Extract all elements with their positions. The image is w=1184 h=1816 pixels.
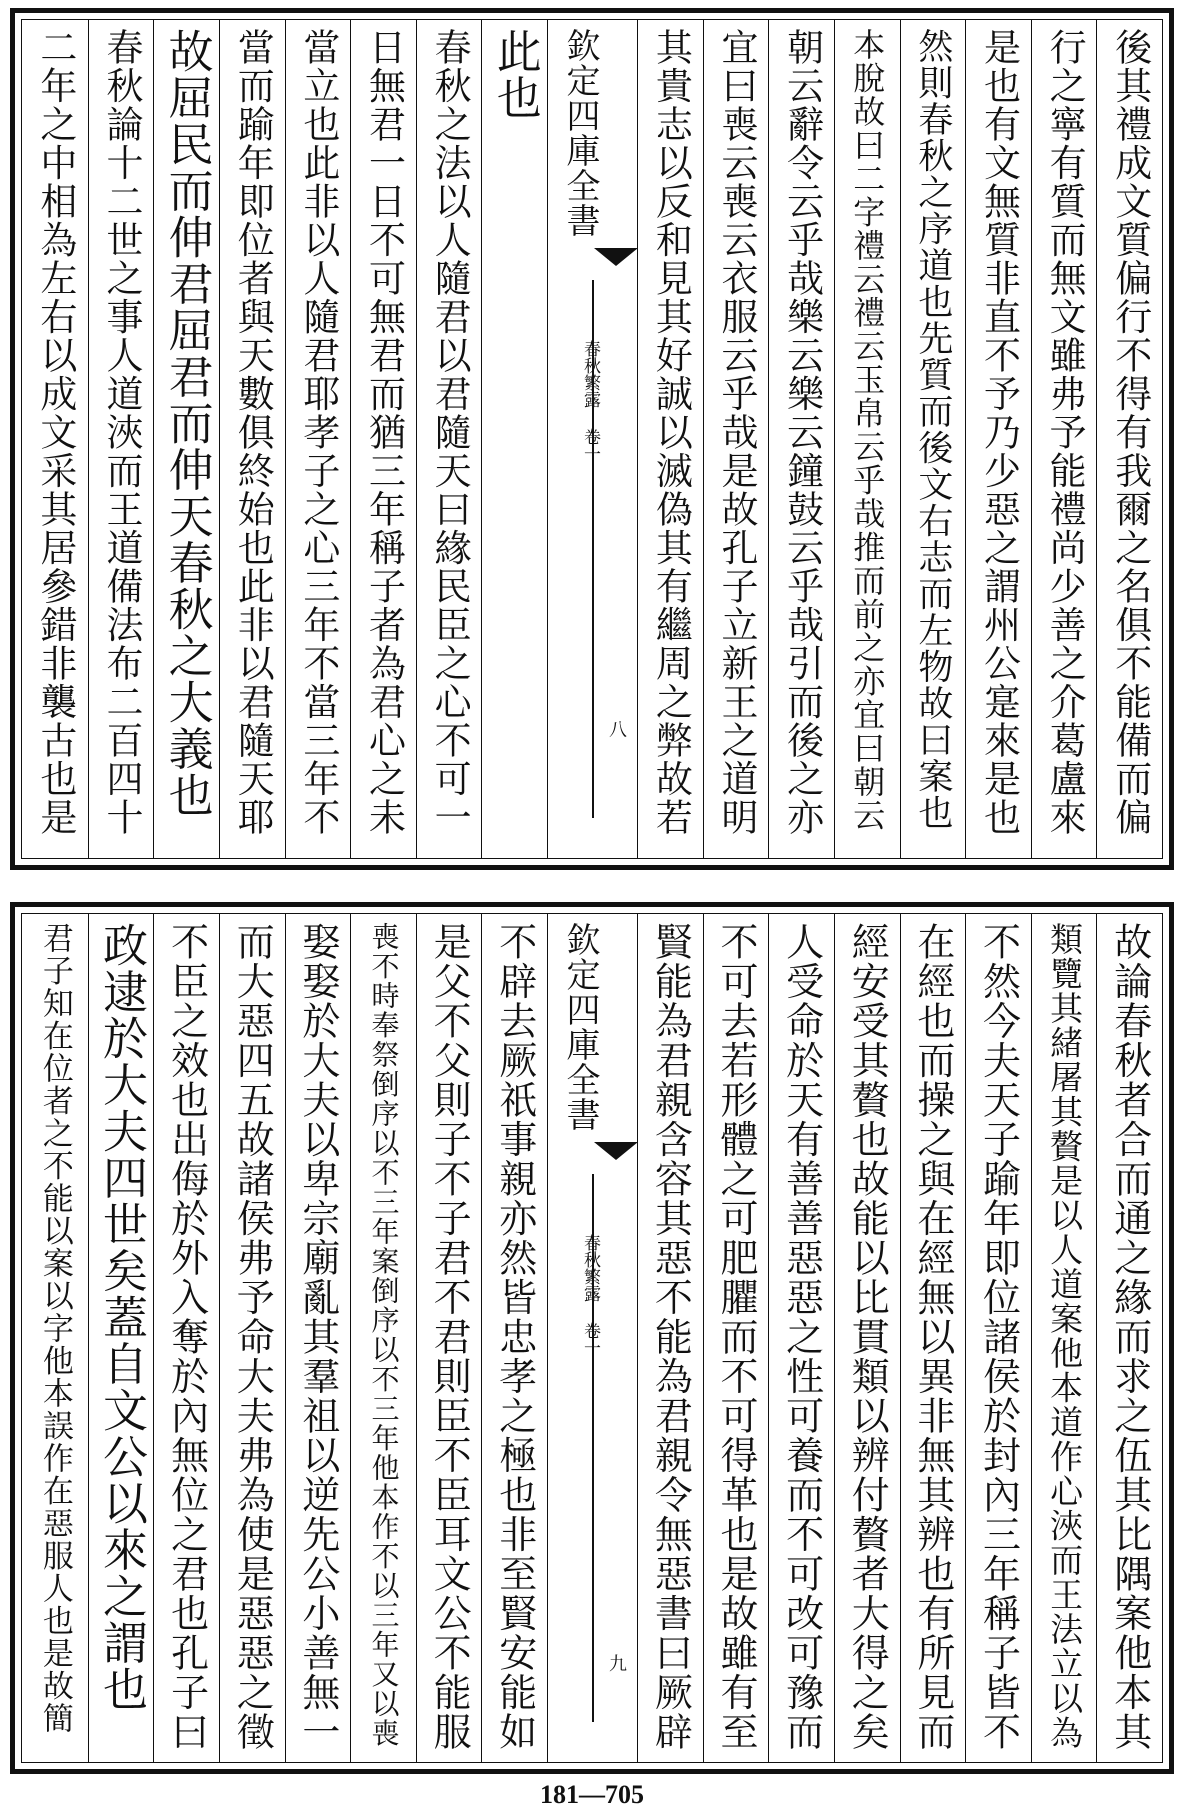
text-column: 本脫故曰二字禮云禮云玉帛云乎哉推而前之亦宜曰朝云: [834, 20, 900, 858]
fishtail-mark: [594, 248, 637, 266]
text-column: 不可去若形體之可肥臞而不可得革也是故雖有至: [703, 914, 769, 1762]
text-column: 春秋論十二世之事人道浹而王道備法布二百四十: [88, 20, 154, 858]
text-column: 當立也此非以人隨君耶孝子之心三年不當三年不: [285, 20, 351, 858]
text-column: 喪不時奉祭倒序以不三年案倒序以不三年他本作不以三年又以喪: [350, 914, 416, 1762]
page-label: 181—705: [540, 1780, 644, 1809]
bottom-page-frame: [21, 913, 1163, 1763]
banxin-title: 欽定四庫全書: [560, 28, 601, 238]
banxin-page-number: 八: [606, 720, 628, 738]
text-column: 人受命於天有善善惡惡之性可養而不可改可豫而: [768, 914, 834, 1762]
text-column: 類覽其緒屠其贅是以人道案他本道作心浹而王法立以為: [1031, 914, 1097, 1762]
banxin-book-name: 春秋繁露 卷一: [580, 340, 601, 462]
banxin-column: [547, 20, 637, 858]
text-column: 政逮於大夫四世矣蓋自文公以來之謂也: [88, 914, 154, 1762]
text-column: 宜曰喪云喪云衣服云乎哉是故孔子立新王之道明: [703, 20, 769, 858]
text-column: 日無君一日不可無君而猶三年稱子者為君心之未: [350, 20, 416, 858]
banxin-book-name: 春秋繁露 卷一: [580, 1234, 601, 1356]
text-column: 行之寧有質而無文雖弗予能禮尚少善之介葛盧來: [1031, 20, 1097, 858]
text-column: 不然今夫天子踰年即位諸侯於封內三年稱子皆不: [965, 914, 1031, 1762]
text-column: 經安受其贅也故能以比貫類以辨付贅者大得之矣: [834, 914, 900, 1762]
text-column: 賢能為君親含容其惡不能為君親令無惡書曰厥辟: [637, 914, 703, 1762]
text-column: 故屈民而伸君屈君而伸天春秋之大義也: [153, 20, 219, 858]
text-column: 娶娶於大夫以卑宗廟亂其羣祖以逆先公小善無一: [285, 914, 351, 1762]
text-column: 二年之中相為左右以成文采其居參錯非襲古也是: [33, 28, 77, 837]
text-column: 此也: [481, 20, 547, 858]
text-column: 後其禮成文質偏行不得有我爾之名俱不能備而偏: [1096, 20, 1162, 858]
text-column: 朝云辭令云乎哉樂云樂云鐘鼓云乎哉引而後之亦: [768, 20, 834, 858]
banxin-page-number: 九: [606, 1654, 628, 1672]
text-column: 在經也而操之與在經無以異非無其辨也有所見而: [900, 914, 966, 1762]
text-column: 春秋之法以人隨君以君隨天曰緣民臣之心不可一: [416, 20, 482, 858]
text-column: 君子知在位者之不能以案以字他本誤作在惡服人也是故簡: [36, 922, 73, 1735]
banxin-column: [547, 914, 637, 1762]
top-page-frame: [21, 19, 1163, 859]
text-column: 其貴志以反和見其好誠以滅偽其有繼周之弊故若: [637, 20, 703, 858]
bottom-page: [10, 902, 1174, 1774]
banxin-title: 欽定四庫全書: [560, 922, 601, 1132]
text-column: 故論春秋者合而通之緣而求之伍其比隅案他本其: [1096, 914, 1162, 1762]
top-page: [10, 8, 1174, 870]
fishtail-mark: [594, 1142, 637, 1160]
text-column: 當而踰年即位者與天數俱終始也此非以君隨天耶: [219, 20, 285, 858]
text-column: 不臣之效也出侮於外入奪於內無位之君也孔子曰: [153, 914, 219, 1762]
text-column: 而大惡四五故諸侯弗予命大夫弗為使是惡惡之徵: [219, 914, 285, 1762]
text-column: 不辟去厥祇事親亦然皆忠孝之極也非至賢安能如: [481, 914, 547, 1762]
text-column: 是也有文無質非直不予乃少惡之謂州公寔來是也: [965, 20, 1031, 858]
text-column: 然則春秋之序道也先質而後文右志而左物故曰案也: [900, 20, 966, 858]
text-column: 是父不父則子不子君不君則臣不臣耳文公不能服: [416, 914, 482, 1762]
